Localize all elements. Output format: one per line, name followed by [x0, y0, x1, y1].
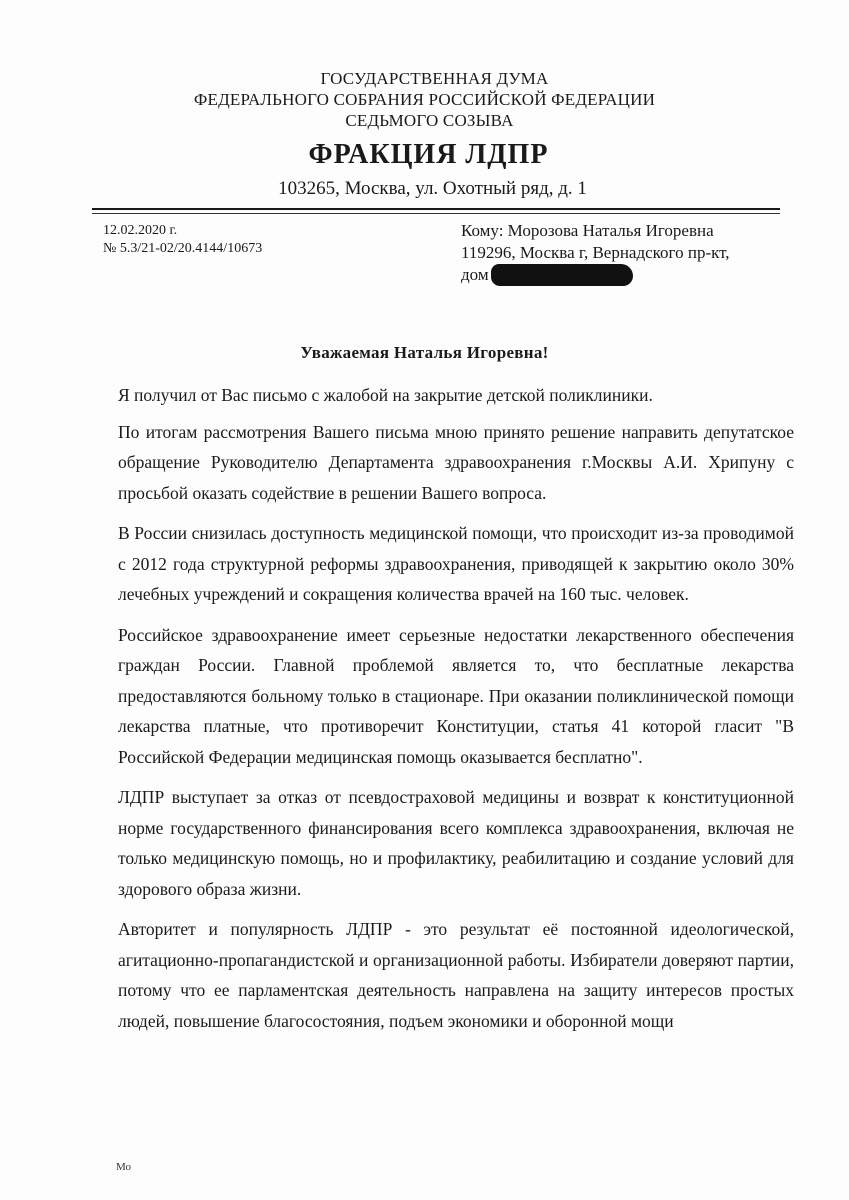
letterhead-address: 103265, Москва, ул. Охотный ряд, д. 1	[278, 178, 587, 199]
paragraph: По итогам рассмотрения Вашего письма мною принято решение направить депутатское обращение Руководителю Департамента здравоохранения г.Москвы А.И. Хрипуну с просьбой оказать содействие в решении Вашего вопроса.	[118, 421, 794, 503]
letter-body	[118, 380, 794, 1046]
recipient-block	[461, 220, 730, 286]
letterhead-divider	[92, 208, 780, 210]
letterhead-divider-thin	[92, 213, 780, 214]
paragraph: Авторитет и популярность ЛДПР - это результат её постоянной идеологической, агитационно-пропагандистской и организационной работы. Избиратели доверяют партии, потому что ее парламентская деятельность направлена на защиту интересов простых людей, повышение благосостояния, подъем экономики и оборонной мощи	[118, 919, 794, 1031]
letter-date: 12.02.2020 г.	[103, 223, 178, 238]
paragraph: Российское здравоохранение имеет серьезные недостатки лекарственного обеспечения граждан России. Главной проблемой является то, что бесплатные лекарства предоставляются больному только в стационаре. При оказании поликлинической помощи лекарства платные, что противоречит Конституции, статья 41 которой гласит "В Российской Федерации медицинская помощь оказывается бесплатно".	[118, 624, 794, 767]
letter-meta	[103, 222, 262, 258]
greeting: Уважаемая Наталья Игоревна!	[300, 343, 549, 362]
letter-number: № 5.3/21-02/20.4144/10673	[103, 241, 263, 256]
letterhead-line-2: ФЕДЕРАЛЬНОГО СОБРАНИЯ РОССИЙСКОЙ ФЕДЕРАЦИИ	[193, 90, 656, 109]
redaction-mark	[491, 264, 633, 286]
paragraph: ЛДПР выступает за отказ от псевдостраховой медицины и возврат к конституционной норме государственного финансирования всего комплекса здравоохранения, включая не только медицинскую помощь, но и профилактику, реабилитацию и создание условий для здорового образа жизни.	[118, 787, 794, 899]
paragraph: Я получил от Вас письмо с жалобой на закрытие детской поликлиники.	[118, 385, 653, 405]
recipient-house	[461, 264, 730, 286]
recipient-address: 119296, Москва г, Вернадского пр-кт,	[461, 243, 730, 262]
footer-mark: Мо	[116, 1161, 132, 1173]
faction-title: ФРАКЦИЯ ЛДПР	[308, 139, 549, 170]
letterhead-line-1: ГОСУДАРСТВЕННАЯ ДУМА	[320, 69, 549, 88]
recipient-name: Кому: Морозова Наталья Игоревна	[461, 221, 714, 240]
paragraph: В России снизилась доступность медицинской помощи, что происходит из-за проводимой с 2012 года структурной реформы здравоохранения, приводящей к закрытию около 30% лечебных учреждений и сокращения количества врачей на 160 тыс. человек.	[118, 523, 794, 604]
recipient-house-label: дом	[461, 265, 489, 284]
letterhead-line-3: СЕДЬМОГО СОЗЫВА	[345, 111, 514, 130]
letterhead	[0, 68, 849, 201]
